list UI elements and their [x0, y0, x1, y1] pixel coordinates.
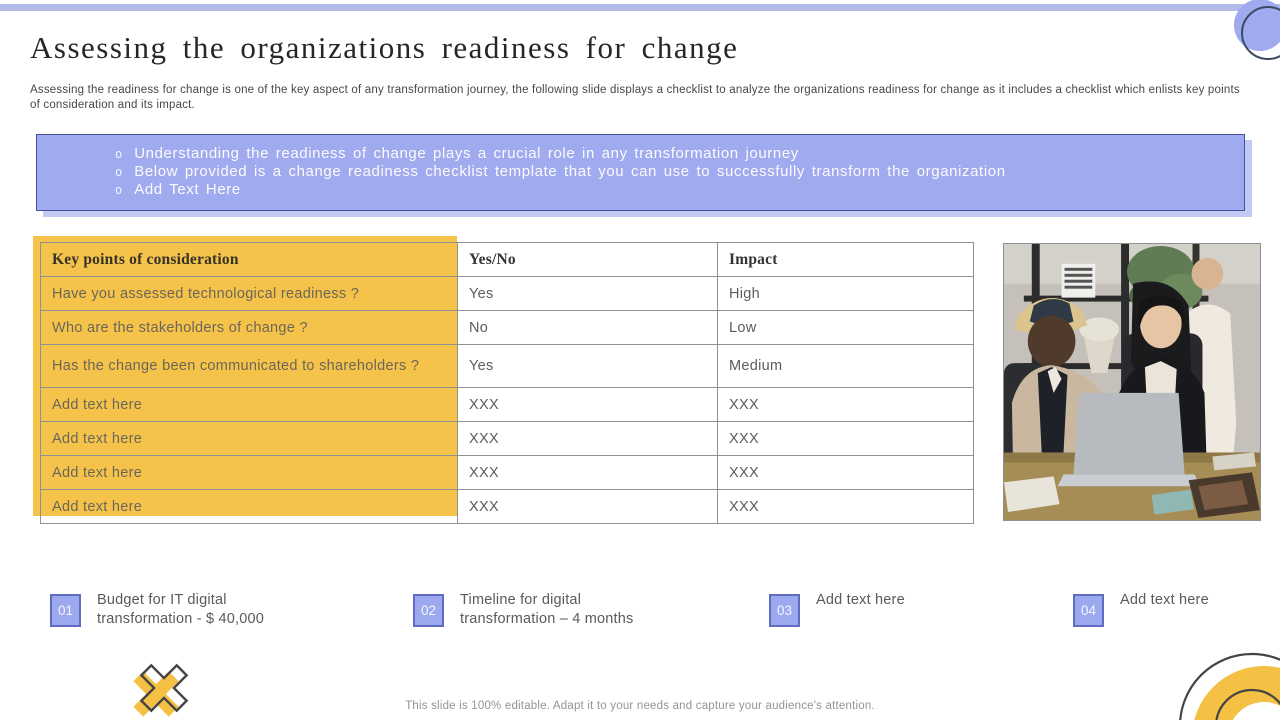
cell-question: Who are the stakeholders of change ? — [41, 311, 458, 345]
table-row — [41, 490, 974, 524]
cell-question-placeholder[interactable]: Add text here — [41, 388, 458, 422]
table-row — [41, 388, 974, 422]
stat-number-badge: 02 — [413, 594, 444, 627]
cell-yesno: Yes — [458, 277, 718, 311]
office-photo — [1003, 243, 1261, 521]
callout-bullet-text-placeholder[interactable]: Add Text Here — [134, 181, 241, 198]
cell-impact-placeholder[interactable]: XXX — [718, 422, 974, 456]
cell-question: Has the change been communicated to shareholders ? — [41, 345, 458, 388]
top-accent-bar — [0, 4, 1280, 11]
stat-item-3 — [769, 591, 905, 627]
table-row — [41, 311, 974, 345]
cell-impact: Medium — [718, 345, 974, 388]
slide-description: Assessing the readiness for change is one of the key aspect of any transformation journey, the following slide displays a checklist to analyze the organizations readiness for change as it includes a checklist which enlists key points of consideration and its impact. — [30, 84, 1240, 111]
cell-yesno-placeholder[interactable]: XXX — [458, 456, 718, 490]
table-row — [41, 345, 974, 388]
cell-impact-placeholder[interactable]: XXX — [718, 456, 974, 490]
cell-impact: High — [718, 277, 974, 311]
circle-bullet-icon: o — [115, 165, 123, 179]
cell-yesno: No — [458, 311, 718, 345]
cell-question-placeholder[interactable]: Add text here — [41, 422, 458, 456]
callout-bullet-3 — [115, 181, 1244, 198]
page-title: Assessing the organizations readiness for change — [30, 30, 739, 65]
stat-label-placeholder[interactable]: Add text here — [1120, 592, 1209, 608]
corner-circle-decoration — [1216, 0, 1280, 62]
cell-question-placeholder[interactable]: Add text here — [41, 490, 458, 524]
table-row — [41, 422, 974, 456]
callout-bullet-text: Understanding the readiness of change plays a crucial role in any transformation journey — [134, 145, 799, 162]
callout-bullet-2 — [115, 163, 1244, 180]
cell-yesno-placeholder[interactable]: XXX — [458, 388, 718, 422]
cell-yesno-placeholder[interactable]: XXX — [458, 490, 718, 524]
cell-impact-placeholder[interactable]: XXX — [718, 490, 974, 524]
callout-bullet-1 — [115, 145, 1244, 162]
stat-label: Timeline for digital transformation – 4 months — [460, 592, 634, 627]
stat-number-badge: 03 — [769, 594, 800, 627]
readiness-checklist-table — [40, 242, 974, 524]
stat-item-2 — [413, 591, 660, 629]
cell-question: Have you assessed technological readiness ? — [41, 277, 458, 311]
cell-yesno: Yes — [458, 345, 718, 388]
callout-bullet-text: Below provided is a change readiness checklist template that you can use to successfully transform the organization — [134, 163, 1006, 180]
cell-impact-placeholder[interactable]: XXX — [718, 388, 974, 422]
stat-number-badge: 04 — [1073, 594, 1104, 627]
table-header-row — [41, 243, 974, 277]
column-header-impact: Impact — [718, 243, 974, 277]
column-header-key-points: Key points of consideration — [41, 243, 458, 277]
cell-yesno-placeholder[interactable]: XXX — [458, 422, 718, 456]
stat-item-1 — [50, 591, 297, 629]
callout-box — [36, 134, 1245, 211]
stat-label-placeholder[interactable]: Add text here — [816, 592, 905, 608]
table-row — [41, 456, 974, 490]
office-photo-illustration — [1004, 244, 1260, 520]
cell-impact: Low — [718, 311, 974, 345]
column-header-yes-no: Yes/No — [458, 243, 718, 277]
stat-label: Budget for IT digital transformation - $ 40,000 — [97, 592, 265, 627]
stat-number-badge: 01 — [50, 594, 81, 627]
circle-bullet-icon: o — [115, 147, 123, 161]
circle-bullet-icon: o — [115, 183, 123, 197]
cell-question-placeholder[interactable]: Add text here — [41, 456, 458, 490]
footer-note: This slide is 100% editable. Adapt it to your needs and capture your audience's attention. — [405, 700, 875, 712]
table-row — [41, 277, 974, 311]
